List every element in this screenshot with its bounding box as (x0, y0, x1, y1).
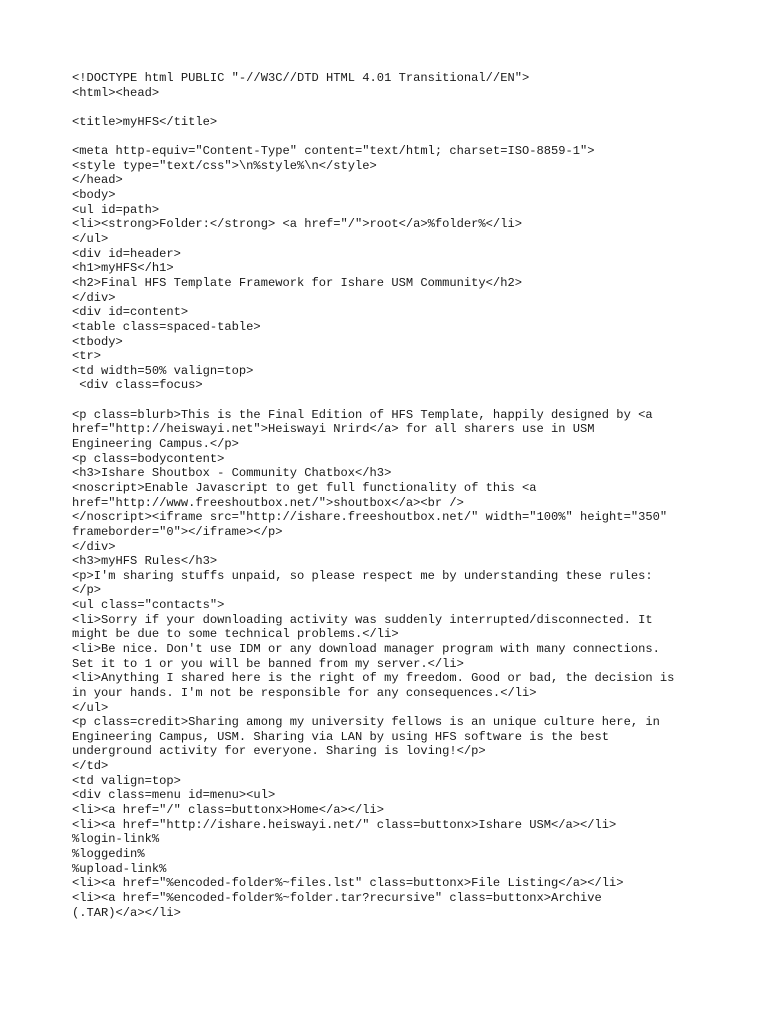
code-line: <div class=menu id=menu><ul> (72, 788, 276, 803)
code-line: frameborder="0"></iframe></p> (72, 524, 283, 539)
code-line: underground activity for everyone. Sharing is loving!</p> (72, 744, 486, 759)
code-line: %login-link% (72, 832, 160, 847)
code-line: <noscript>Enable Javascript to get full functionality of this <a (72, 480, 537, 495)
code-line: </td> (72, 759, 109, 774)
code-line: <p class=blurb>This is the Final Edition of HFS Template, happily designed by <a (72, 407, 653, 422)
code-line: <p>I'm sharing stuffs unpaid, so please respect me by understanding these rules: (72, 568, 653, 583)
code-line: <tbody> (72, 334, 123, 349)
code-line: </div> (72, 290, 116, 305)
code-line: (.TAR)</a></li> (72, 905, 181, 920)
code-line: <li>Anything I shared here is the right of my freedom. Good or bad, the decision is (72, 671, 675, 686)
document-page (72, 71, 732, 920)
code-line: <li><a href="/" class=buttonx>Home</a></li> (72, 803, 385, 818)
code-line: <body> (72, 188, 116, 203)
code-line: <li>Sorry if your downloading activity was suddenly interrupted/disconnected. It (72, 612, 653, 627)
code-line: <p class=bodycontent> (72, 451, 225, 466)
code-line: <li><a href="http://ishare.heiswayi.net/" class=buttonx>Ishare USM</a></li> (72, 817, 617, 832)
code-line: <!DOCTYPE html PUBLIC "-//W3C//DTD HTML 4.01 Transitional//EN"> (72, 71, 530, 85)
code-line: <li><strong>Folder:</strong> <a href="/">root</a>%folder%</li> (72, 217, 522, 232)
code-line: <h2>Final HFS Template Framework for Ishare USM Community</h2> (72, 275, 522, 290)
code-line (72, 100, 732, 115)
code-line: <div class=focus> (72, 378, 203, 393)
code-line: <h1>myHFS</h1> (72, 261, 174, 276)
code-line: <style type="text/css">\n%style%\n</style> (72, 158, 377, 173)
code-line: <div id=header> (72, 246, 181, 261)
code-line: </p> (72, 583, 102, 598)
code-line (72, 393, 732, 408)
code-line: Engineering Campus, USM. Sharing via LAN by using HFS software is the best (72, 729, 610, 744)
code-line: <ul class="contacts"> (72, 598, 225, 613)
code-line: Set it to 1 or you will be banned from my server.</li> (72, 656, 464, 671)
code-line: </noscript><iframe src="http://ishare.freeshoutbox.net/" width="100%" height="350" (72, 510, 668, 525)
code-line: <table class=spaced-table> (72, 319, 261, 334)
code-line: %loggedin% (72, 846, 145, 861)
code-line: <meta http-equiv="Content-Type" content="text/html; charset=ISO-8859-1"> (72, 144, 595, 159)
code-line: <p class=credit>Sharing among my university fellows is an unique culture here, in (72, 715, 660, 730)
code-line: </ul> (72, 232, 109, 247)
code-line: href="http://www.freeshoutbox.net/">shoutbox</a><br /> (72, 495, 464, 510)
code-line: </div> (72, 539, 116, 554)
code-line: <td width=50% valign=top> (72, 363, 254, 378)
code-line: <h3>Ishare Shoutbox - Community Chatbox</h3> (72, 466, 392, 481)
code-line: in your hands. I'm not be responsible for any consequences.</li> (72, 685, 537, 700)
code-line: <h3>myHFS Rules</h3> (72, 554, 218, 569)
code-line: <ul id=path> (72, 202, 160, 217)
code-line: <td valign=top> (72, 773, 181, 788)
code-line: <html><head> (72, 85, 160, 100)
code-line: <li><a href="%encoded-folder%~folder.tar?recursive" class=buttonx>Archive (72, 890, 602, 905)
code-line: href="http://heiswayi.net">Heiswayi Nrird</a> for all sharers use in USM (72, 422, 595, 437)
code-line: <li><a href="%encoded-folder%~files.lst" class=buttonx>File Listing</a></li> (72, 876, 624, 891)
code-line: Engineering Campus.</p> (72, 437, 239, 452)
code-line: might be due to some technical problems.</li> (72, 627, 399, 642)
code-line: <tr> (72, 349, 102, 364)
code-line: <li>Be nice. Don't use IDM or any download manager program with many connections. (72, 641, 660, 656)
code-line (72, 130, 732, 145)
code-line: <div id=content> (72, 305, 189, 320)
code-line: <title>myHFS</title> (72, 114, 218, 129)
code-line: </ul> (72, 700, 109, 715)
code-line: </head> (72, 173, 123, 188)
code-line: %upload-link% (72, 861, 167, 876)
